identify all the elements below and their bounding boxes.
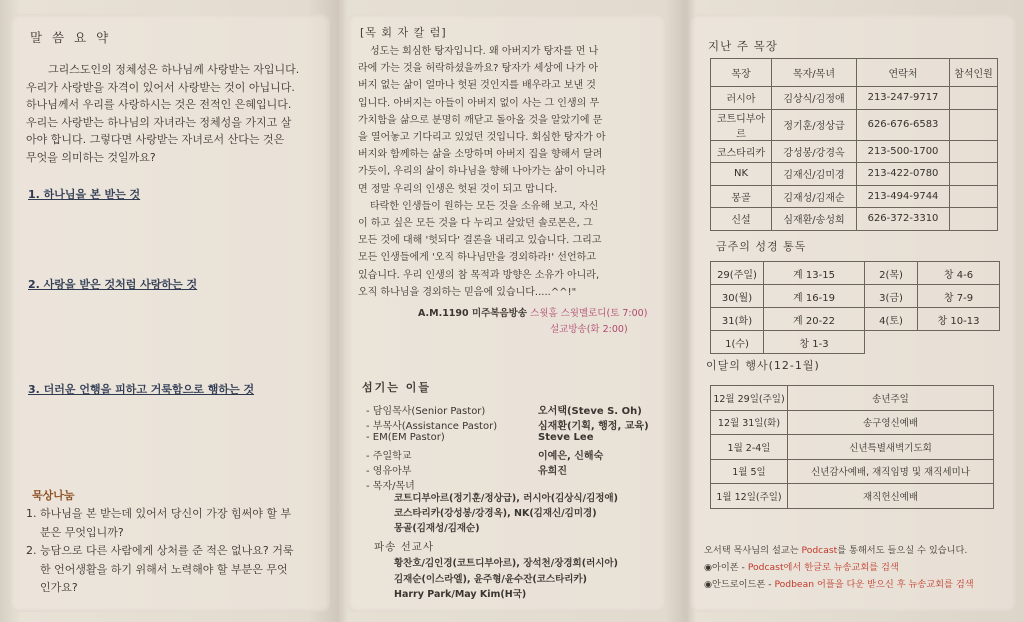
table-cell: 1월 5일: [711, 459, 788, 484]
staff-name: 심재환(기획, 행정, 교육): [538, 421, 649, 432]
table-cell: 4(토): [865, 308, 918, 331]
meditation-title: 묵상나눔: [32, 489, 75, 502]
intro-line: 그리스도인의 정체성은 하나님께 사랑받는 자입니다.: [48, 63, 300, 76]
table-row: [711, 87, 998, 110]
column-line: 오직 하나님을 경외하는 믿음에 있습니다.....^^!": [358, 286, 577, 298]
table-cell: 626-676-6583: [857, 109, 950, 140]
podcast-highlight: Podbean 어플을 다운 받으신 후 뉴송교회를 검색: [774, 579, 974, 590]
podcast-line: [704, 542, 974, 559]
missionary-line: 김재순(이스라엘), 윤주형/윤수잔(코스타리카): [394, 573, 587, 585]
table-row: [711, 140, 998, 163]
table-cell: 창 10-13: [918, 308, 1000, 331]
table-cell: 30(월): [711, 285, 764, 308]
table-cell: 송구영신예배: [788, 410, 994, 435]
podcast-highlight: Podcast에서 한글로 뉴송교회를 검색: [747, 562, 899, 573]
table-cell: 213-247-9717: [857, 87, 950, 110]
table-row: [711, 484, 994, 509]
table-cell: 창 4-6: [918, 262, 1000, 285]
column-line: 버지 없는 삶이 얼마나 헛된 것인지를 배우라고 보낸 것: [358, 80, 596, 92]
table-cell: 1월 12일(주일): [711, 484, 788, 509]
table-row: [711, 109, 998, 140]
intro-line: 우리는 사랑받는 하나님의 자녀라는 정체성을 가지고 살: [26, 115, 292, 129]
column-line: 이 하고 싶은 모든 것을 다 누리고 살았던 솔로몬은, 그: [358, 218, 593, 230]
table-row: [711, 410, 994, 435]
podcast-highlight: Podcast: [801, 545, 838, 556]
staff-role: - EM(EM Pastor): [366, 432, 445, 443]
staff-name: 이예은, 신해숙: [538, 451, 604, 462]
staff-row: [366, 477, 538, 491]
table-header: 참석인원: [950, 59, 998, 87]
shepherd-line: 몽골(김재성/김재순): [394, 523, 480, 534]
column-line: 있습니다. 우리 인생의 참 목적과 방향은 소유가 아니라,: [358, 269, 600, 281]
column-line: 버지와 함께하는 삶을 소망하며 아버지 집을 향해서 달려: [358, 149, 603, 161]
broadcast-station: A.M.1190 미주복음방송: [418, 308, 528, 319]
table-cell: 몽골: [711, 185, 772, 208]
table-row: [711, 262, 1000, 285]
events-table: [710, 385, 994, 509]
staff-row: [366, 417, 649, 431]
table-cell: 계 20-22: [764, 308, 865, 331]
table-cell: 계 13-15: [764, 262, 865, 285]
table-cell: 김재성/김재순: [772, 185, 857, 208]
shepherd-list: [394, 491, 618, 536]
pastor-column-panel: [348, 14, 666, 612]
staff-name: Steve Lee: [538, 432, 594, 443]
table-row: [711, 459, 994, 484]
events-title: 이달의 행사(12-1월): [706, 359, 820, 372]
table-cell: 3(금): [865, 285, 918, 308]
column-line: 가치함을 삶으로 분명히 깨닫고 돌아올 것을 알았기에 문: [358, 114, 603, 126]
table-row: [711, 435, 994, 460]
table-cell: 12월 31일(화): [711, 410, 788, 435]
pastor-column-title: [목 회 자 칼 럼]: [360, 26, 447, 39]
table-cell: 코트디부아르: [711, 109, 772, 140]
table-cell: [950, 163, 998, 186]
question-line: 2. 능담으로 다른 사람에게 상처를 준 적은 없나요? 거룩: [26, 544, 294, 557]
table-cell: 12월 29일(주일): [711, 386, 788, 411]
reading-table: [710, 261, 1000, 354]
table-row: [711, 185, 998, 208]
question-line: 분은 무엇입니까?: [40, 525, 124, 539]
shepherd-table-title: 지난 주 목장: [708, 39, 778, 53]
staff-role: - 주일학교: [366, 451, 412, 462]
column-line: 을 열어놓고 기다리고 있었던 것입니다. 회심한 탕자가 아: [358, 132, 606, 144]
table-cell: 신년감사예배, 재직임명 및 재직세미나: [788, 459, 994, 484]
broadcast-show: 스윗홈 스윗멜로디(토 7:00): [530, 308, 648, 319]
missionary-title: 파송 선교사: [374, 541, 435, 553]
table-cell: 재직헌신예배: [788, 484, 994, 509]
staff-row: [366, 402, 642, 416]
table-cell: [865, 331, 918, 354]
table-cell: 1월 2-4일: [711, 435, 788, 460]
podcast-text: 를 통해서도 들으실 수 있습니다.: [837, 545, 968, 556]
staff-row: [366, 447, 603, 461]
table-cell: 213-494-9744: [857, 185, 950, 208]
table-cell: NK: [711, 163, 772, 186]
table-cell: 심재환/송성희: [772, 208, 857, 231]
sermon-point-3: 3. 더러운 언행을 피하고 거룩함으로 행하는 것: [28, 383, 255, 396]
intro-line: 아야 합니다. 그렇다면 사랑받는 자녀로서 산다는 것은: [26, 133, 285, 146]
column-line: 라에 가는 것을 허락하셨을까요? 탕자가 세상에 나가 아: [358, 63, 599, 75]
question-line: 한 언어생활을 하기 위해서 노력해야 할 부분은 무엇: [40, 562, 288, 576]
intro-line: 무엇을 의미하는 것일까요?: [26, 150, 156, 164]
missionary-line: 황찬호/김인경(코트디부아르), 장석천/장경희(러시아): [394, 558, 618, 569]
staff-role: - 목자/목녀: [366, 481, 415, 492]
podcast-text: 오서택 목사님의 설교는: [704, 545, 802, 556]
staff-role: - 영유아부: [366, 466, 412, 477]
table-cell: 626-372-3310: [857, 208, 950, 231]
column-line: 타락한 인생들이 원하는 모든 것을 소유해 보고, 자신: [370, 200, 599, 212]
table-cell: 정기훈/정상급: [772, 109, 857, 140]
intro-line: 하나님께서 우리를 사랑하시는 것은 전적인 은혜입니다.: [26, 98, 292, 111]
column-line: 모든 것에 대해 '헛되다' 결론을 내리고 있습니다. 그리고: [358, 235, 602, 247]
table-row: [711, 386, 994, 411]
table-cell: [950, 208, 998, 231]
table-cell: 송년주일: [788, 386, 994, 411]
column-line: 가듯이, 우리의 삶이 하나님을 향해 나아가는 삶이 아니라: [358, 166, 606, 178]
table-cell: 창 1-3: [764, 331, 865, 354]
table-row: [711, 163, 998, 186]
table-cell: 213-500-1700: [857, 140, 950, 163]
table-cell: 창 7-9: [918, 285, 1000, 308]
missionary-line: Harry Park/May Kim(H국): [394, 589, 527, 600]
table-cell: 강성봉/강경옥: [772, 140, 857, 163]
staff-name: 유희진: [538, 466, 567, 477]
table-cell: [950, 140, 998, 163]
column-line: 면 정말 우리의 인생은 헛된 것이 되고 맙니다.: [358, 183, 558, 195]
staff-row: [366, 462, 567, 476]
missionary-list: [394, 556, 618, 603]
table-cell: 코스타리카: [711, 140, 772, 163]
table-cell: 계 16-19: [764, 285, 865, 308]
column-line: 입니다. 아버지는 아들이 아버지 없이 사는 그 인생의 무: [358, 97, 600, 109]
staff-row: [366, 432, 593, 446]
table-row: [711, 285, 1000, 308]
table-cell: [950, 87, 998, 110]
table-header-row: [711, 59, 998, 87]
sermon-summary-panel: [10, 14, 330, 612]
table-cell: 신설: [711, 208, 772, 231]
table-cell: [950, 185, 998, 208]
table-cell: 1(수): [711, 331, 764, 354]
staff-name: 오서택(Steve S. Oh): [538, 406, 642, 417]
table-cell: 신년특별새벽기도회: [788, 435, 994, 460]
table-cell: 213-422-0780: [857, 163, 950, 186]
table-cell: 2(목): [865, 262, 918, 285]
sermon-summary-title: 말 씀 요 약: [30, 30, 112, 45]
shepherd-table: [710, 58, 998, 231]
question-line: 인가요?: [40, 581, 78, 594]
pastor-column-text: [358, 43, 658, 301]
podcast-info: [704, 542, 974, 593]
table-header: 목장: [711, 59, 772, 87]
intro-line: 우리가 사랑받을 자격이 있어서 사랑받는 것이 아닙니다.: [26, 80, 295, 94]
staff-role: - 부목사(Assistance Pastor): [366, 421, 498, 432]
question-line: 1. 하나님을 본 받는데 있어서 당신이 가장 힘써야 할 부: [26, 507, 292, 520]
table-header: 연락처: [857, 59, 950, 87]
meditation-questions: [26, 505, 322, 598]
table-row: [711, 331, 1000, 354]
broadcast-info: [418, 305, 647, 319]
podcast-text: ◉아이폰 -: [704, 562, 748, 573]
podcast-text: ◉안드로이드폰 -: [704, 579, 775, 590]
broadcast-sermon: 설교방송(화 2:00): [550, 324, 628, 335]
column-line: 모든 인생들에게 '오직 하나님만을 경외하라!' 선언하고: [358, 252, 596, 264]
announcements-panel: [690, 14, 1016, 612]
table-cell: [918, 331, 1000, 354]
table-cell: 김재신/김미경: [772, 163, 857, 186]
reading-title: 금주의 성경 통독: [716, 240, 807, 253]
podcast-line: [704, 559, 974, 576]
sermon-intro: [26, 61, 322, 166]
table-cell: [950, 109, 998, 140]
table-cell: 김상식/김정애: [772, 87, 857, 110]
table-row: [711, 208, 998, 231]
shepherd-line: 코트디부아르(정기훈/정상급), 러시아(김상식/김정애): [394, 493, 618, 504]
table-cell: 31(화): [711, 308, 764, 331]
staff-title: 섬기는 이들: [362, 381, 431, 394]
podcast-line: [704, 576, 974, 593]
table-row: [711, 308, 1000, 331]
staff-role: - 담임목사(Senior Pastor): [366, 406, 486, 417]
table-header: 목자/목녀: [772, 59, 857, 87]
table-cell: 29(주일): [711, 262, 764, 285]
sermon-point-2: 2. 사랑을 받은 것처럼 사랑하는 것: [28, 278, 198, 291]
table-cell: 러시아: [711, 87, 772, 110]
column-line: 성도는 회심한 탕자입니다. 왜 아버지가 탕자를 먼 나: [370, 46, 599, 57]
shepherd-line: 코스타리카(강성봉/강경옥), NK(김재신/김미경): [394, 508, 597, 519]
sermon-point-1: 1. 하나님을 본 받는 것: [28, 188, 141, 201]
